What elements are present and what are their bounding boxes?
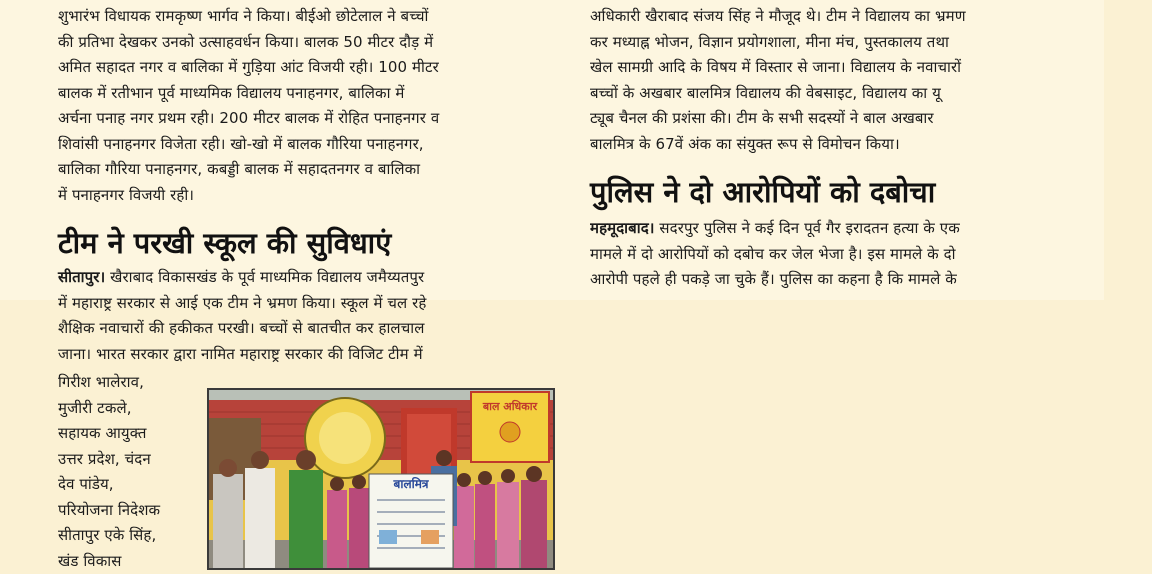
dateline: महमूदाबाद।: [590, 219, 655, 237]
story-line: परियोजना निदेशक: [58, 500, 161, 519]
story-first-line: [58, 265, 548, 291]
school-team-story-body: [58, 265, 548, 367]
story-line: मुजीरी टकले,: [58, 398, 132, 417]
dateline: सीतापुर।: [58, 268, 106, 286]
left-story-line: अर्चना पनाह नगर प्रथम रही। 200 मीटर बालक में रोहित पनाहनगर व: [58, 109, 440, 127]
left-story-line: शुभारंभ विधायक रामकृष्ण भार्गव ने किया। बीईओ छोटेलाल ने बच्चों: [58, 7, 429, 25]
story-headline-school-team: टीम ने परखी स्कूल की सुविधाएं: [58, 226, 392, 260]
left-story-line: बालक में रतीभान पूर्व माध्यमिक विद्यालय पनाहनगर, बालिका में: [58, 83, 405, 102]
story-line: आरोपी पहले ही पकड़े जा चुके हैं। पुलिस का कहना है कि मामले के: [590, 270, 957, 288]
left-story-continuation: [58, 4, 548, 208]
left-story-line: शिवांसी पनाहनगर विजेता रही। खो-खो में बालक गौरिया पनाहनगर,: [58, 134, 424, 153]
left-story-line: अमित सहादत नगर व बालिका में गुड़िया आंट विजयी रही। 100 मीटर: [58, 58, 439, 76]
right-story-line: अधिकारी खैराबाद संजय सिंह ने मौजूद थे। टीम ने विद्यालय का भ्रमण: [590, 7, 966, 25]
story-line: उत्तर प्रदेश, चंदन: [58, 449, 151, 468]
story-line: शैक्षिक नवाचारों की हकीकत परखी। बच्चों से बातचीत कर हालचाल: [58, 319, 425, 337]
right-story-line: खेल सामग्री आदि के विषय में विस्तार से जाना। विद्यालय के नवाचारों: [590, 58, 962, 76]
story-line: सहायक आयुक्त: [58, 424, 147, 442]
photo-board-text: बालमित्र: [393, 477, 429, 491]
story-line: सीतापुर एके सिंह,: [58, 526, 157, 544]
news-photo: [207, 388, 555, 570]
story-line: देव पांडेय,: [58, 475, 114, 493]
right-story-line: बच्चों के अखबार बालमित्र विद्यालय की वेबसाइट, विद्यालय का यू: [590, 83, 941, 102]
left-story-line: में पनाहनगर विजयी रही।: [58, 185, 195, 204]
photo-sign-text: बाल अधिकार: [482, 400, 538, 413]
first-line-text: सदरपुर पुलिस ने कई दिन पूर्व गैर इरादतन हत्या के एक: [654, 219, 960, 237]
right-story-continuation: [590, 4, 1090, 157]
right-story-line: कर मध्याह्न भोजन, विज्ञान प्रयोगशाला, मीना मंच, पुस्तकालय तथा: [590, 32, 950, 51]
story-line: जाना। भारत सरकार द्वारा नामित महाराष्ट्र सरकार की विजिट टीम में: [58, 344, 423, 363]
police-story-body: [590, 216, 1090, 298]
story-first-line: [590, 216, 1090, 242]
story-line: खंड विकास: [58, 551, 122, 570]
story-line: गिरीश भालेराव,: [58, 373, 144, 391]
story-headline-police: पुलिस ने दो आरोपियों को दबोचा: [590, 175, 936, 209]
left-story-line: की प्रतिभा देखकर उनको उत्साहवर्धन किया। बालक 50 मीटर दौड़ में: [58, 32, 434, 51]
story-narrow-column: [58, 370, 198, 574]
right-story-line: बालमित्र के 67वें अंक का संयुक्त रूप से विमोचन किया।: [590, 134, 900, 153]
story-line: मामले में दो आरोपियों को दबोच कर जेल भेजा है। इस मामले के दो: [590, 244, 956, 263]
story-line: में महाराष्ट्र सरकार से आई एक टीम ने भ्रमण किया। स्कूल में चल रहे: [58, 293, 427, 312]
left-story-line: बालिका गौरिया पनाहनगर, कबड्डी बालक में सहादतनगर व बालिका: [58, 160, 421, 178]
right-story-line: ट्यूब चैनल की प्रशंसा की। टीम के सभी सदस्यों ने बाल अखबार: [590, 109, 934, 127]
first-line-text: खैराबाद विकासखंड के पूर्व माध्यमिक विद्यालय जमैय्यतपुर: [105, 268, 425, 286]
